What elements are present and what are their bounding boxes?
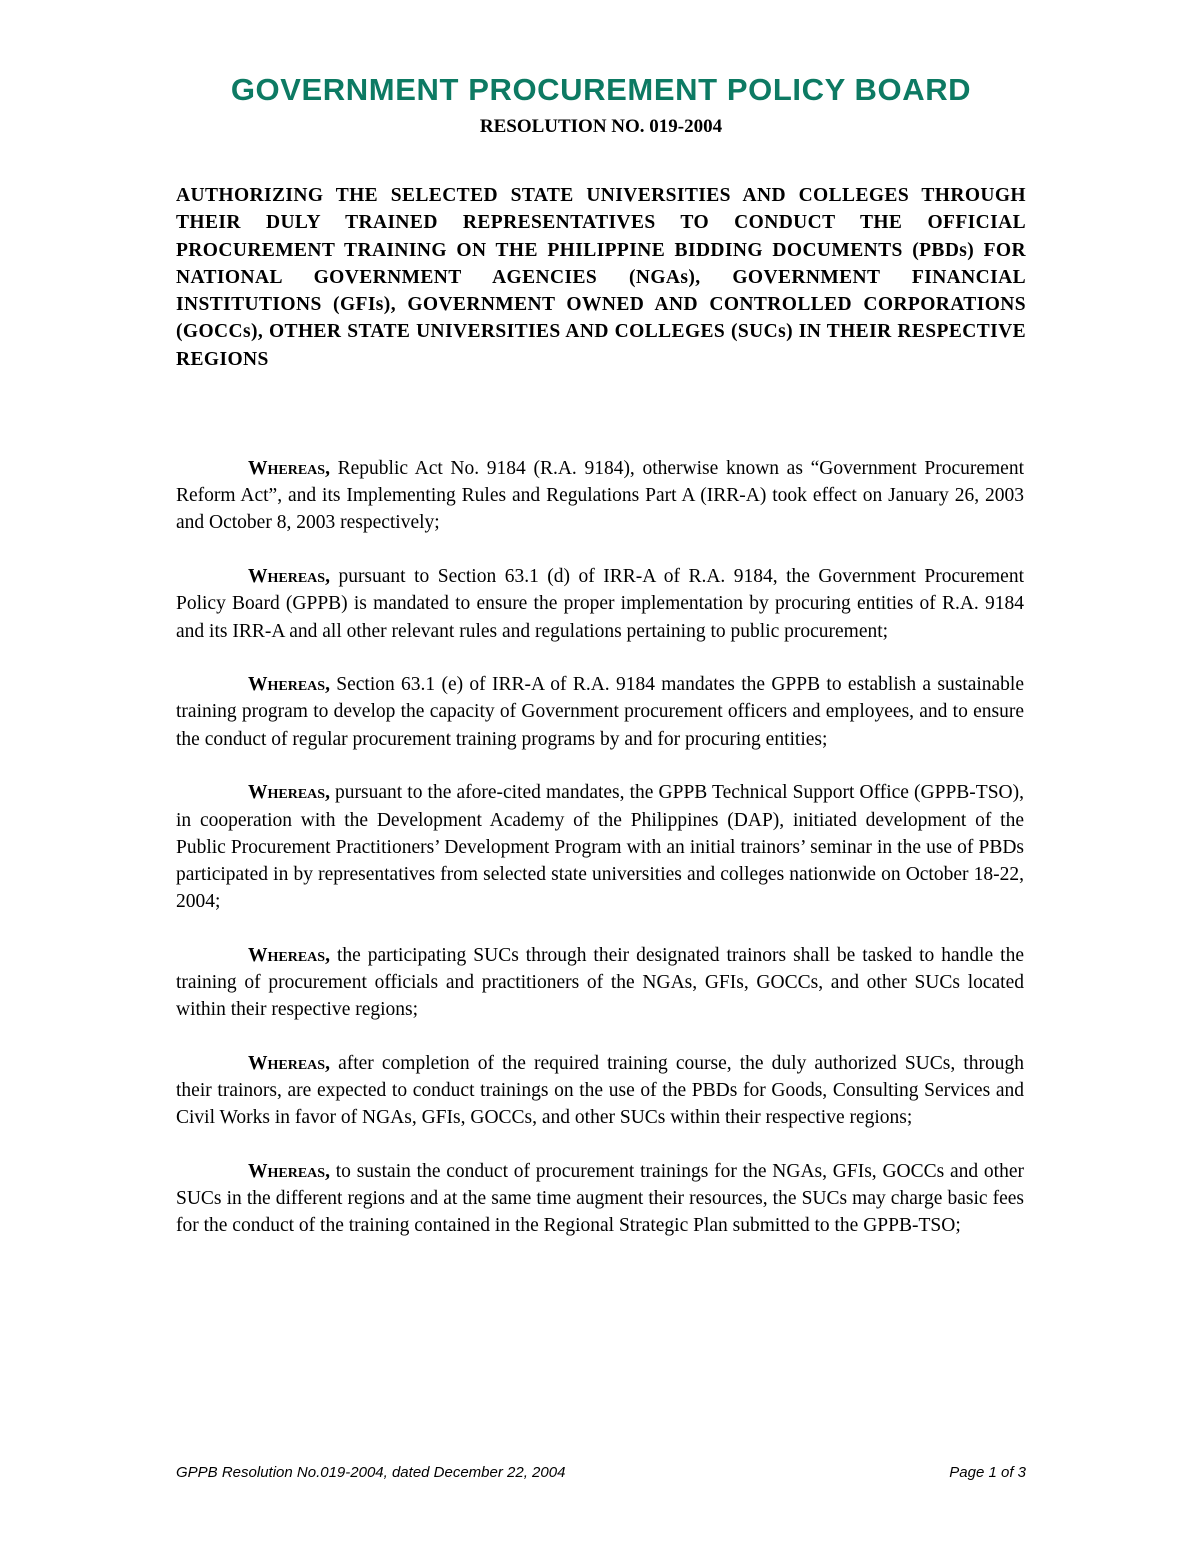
- footer-reference: GPPB Resolution No.019-2004, dated December 22, 2004: [176, 1464, 566, 1481]
- whereas-paragraph: [176, 779, 1024, 915]
- whereas-keyword: Whereas,: [248, 1052, 330, 1074]
- resolution-body: [176, 455, 1024, 1266]
- whereas-paragraph: [176, 455, 1024, 537]
- whereas-paragraph: [176, 1158, 1024, 1240]
- paragraph-text: after completion of the required training course, the duly authorized SUCs, through their trainors, are expected to conduct trainings on the use of the PBDs for Goods, Consulting Services and Civil Works in favor of NGAs, GFIs, GOCCs, and other SUCs within their respective regions;: [176, 1052, 1024, 1129]
- whereas-keyword: Whereas,: [248, 674, 330, 696]
- paragraph-text: to sustain the conduct of procurement trainings for the NGAs, GFIs, GOCCs and other SUCs in the different regions and at the same time augment their resources, the SUCs may charge basic fees for the conduct of the training contained in the Regional Strategic Plan submitted to the GPPB-TSO;: [176, 1161, 1025, 1237]
- paragraph-text: Section 63.1 (e) of IRR-A of R.A. 9184 mandates the GPPB to establish a sustainable training program to develop the capacity of Government procurement officers and employees, and to ensure the conduct of regular procurement training programs by and for procuring entities;: [176, 674, 1025, 750]
- whereas-keyword: Whereas,: [248, 566, 330, 588]
- whereas-keyword: Whereas,: [248, 782, 330, 804]
- whereas-paragraph: [176, 671, 1024, 753]
- whereas-keyword: Whereas,: [248, 944, 330, 966]
- paragraph-text: pursuant to the afore-cited mandates, the GPPB Technical Support Office (GPPB-TSO), in cooperation with the Development Academy of the Philippines (DAP), initiated development of the Public Procurement Practitioners’ Development Program with an initial trainors’ seminar in the use of PBDs participated in by representatives from selected state universities and colleges nationwide on October 18-22, 2004;: [176, 782, 1024, 913]
- resolution-number: RESOLUTION NO. 019-2004: [479, 116, 723, 137]
- page-title: GOVERNMENT PROCUREMENT POLICY BOARD: [230, 72, 972, 107]
- paragraph-text: pursuant to Section 63.1 (d) of IRR-A of R.A. 9184, the Government Procurement Policy Board (GPPB) is mandated to ensure the proper implementation by procuring entities of R.A. 9184 and its IRR-A and all other relevant rules and regulations pertaining to public procurement;: [176, 566, 1025, 642]
- whereas-paragraph: [176, 942, 1024, 1024]
- whereas-paragraph: [176, 1050, 1024, 1132]
- paragraph-text: Republic Act No. 9184 (R.A. 9184), otherwise known as “Government Procurement Reform Act”, and its Implementing Rules and Regulations Part A (IRR-A) took effect on January 26, 2003 and October 8, 2003 respectively;: [176, 458, 1025, 534]
- paragraph-text: the participating SUCs through their designated trainors shall be tasked to handle the training of procurement officials and practitioners of the NGAs, GFIs, GOCCs, and other SUCs located within their respective regions;: [176, 944, 1024, 1021]
- page-number: Page 1 of 3: [949, 1464, 1026, 1481]
- whereas-keyword: Whereas,: [248, 458, 330, 479]
- whereas-keyword: Whereas,: [248, 1161, 330, 1183]
- whereas-paragraph: [176, 563, 1024, 645]
- resolution-subject: AUTHORIZING THE SELECTED STATE UNIVERSITIES AND COLLEGES THROUGH THEIR DULY TRAINED REPRESENTATIVES TO CONDUCT THE OFFICIAL PROCUREMENT TRAINING ON THE PHILIPPINE BIDDING DOCUMENTS (PBDs) FOR NATIONAL GOVERNMENT AGENCIES (NGAs), GOVERNMENT FINANCIAL INSTITUTIONS (GFIs), GOVERNMENT OWNED AND CONTROLLED CORPORATIONS (GOCCs), OTHER STATE UNIVERSITIES AND COLLEGES (SUCs) IN THEIR RESPECTIVE REGIONS: [176, 185, 1026, 370]
